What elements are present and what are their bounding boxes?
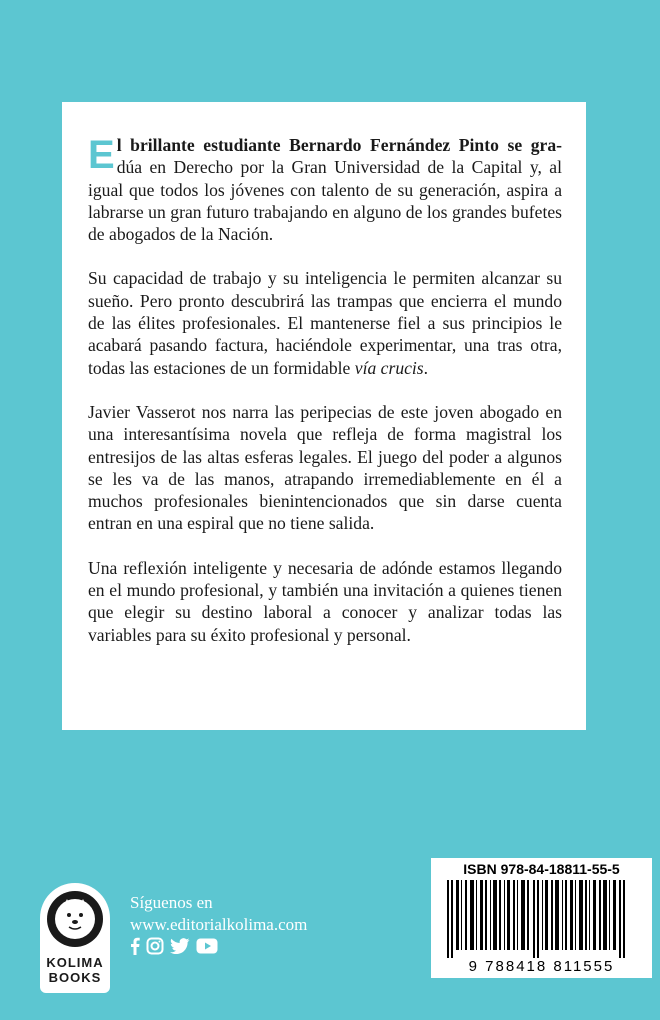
facebook-icon[interactable] xyxy=(130,937,140,960)
twitter-icon[interactable] xyxy=(170,938,190,960)
drop-cap: E xyxy=(88,133,115,177)
blurb-card xyxy=(62,102,586,730)
youtube-icon[interactable] xyxy=(196,938,218,959)
isbn-label: ISBN 978-84-18811-55-5 xyxy=(463,861,620,877)
blurb-paragraph-1 xyxy=(88,134,562,245)
blurb-lead: l brillante estudiante Bernardo Fernández Pinto se gra- xyxy=(116,135,562,155)
blurb-text xyxy=(88,134,562,668)
blurb-p2-italic: vía crucis xyxy=(354,357,424,378)
instagram-icon[interactable] xyxy=(146,937,164,960)
publisher-logo xyxy=(40,883,110,993)
isbn-digits: 9 788418 811555 xyxy=(468,958,615,975)
blurb-paragraph-4: Una reflexión inteligente y necesaria de adónde estamos llegando en el mundo profesional, y también una invitación a quienes tienen que elegir su destino laboral a conocer y analizar todas las variables para su éxito profesional y personal. xyxy=(88,557,562,645)
follow-label: Síguenos en xyxy=(130,893,213,912)
website-link[interactable]: www.editorialkolima.com xyxy=(130,915,308,934)
blurb-paragraph-2 xyxy=(88,267,562,378)
samoyed-dog-icon xyxy=(45,889,105,953)
logo-text-line2: BOOKS xyxy=(48,970,102,985)
blurb-p1-rest: dúa en Derecho por la Gran Universidad de la Capital y, al igual que todos los jóvenes con talento de su generación, aspira a labrarse un gran futuro trabajando en alguno de los grandes bufetes de abogados de la Nación. xyxy=(88,157,562,245)
barcode xyxy=(437,880,646,958)
blurb-p2-main: Su capacidad de trabajo y su inteligencia le permiten alcanzar su sueño. Pero pronto descubrirá las trampas que encierra el mundo de las élites profesionales. El mantenerse fiel a sus principios le acabará pasando factura, haciéndole experimentar, una tras otra, todas las estaciones de un formidable xyxy=(88,268,562,378)
logo-text-line1: KOLIMA xyxy=(46,955,104,970)
social-icons xyxy=(130,937,218,960)
isbn-barcode-box xyxy=(431,858,652,978)
follow-block xyxy=(130,892,307,936)
blurb-paragraph-3: Javier Vasserot nos narra las peripecias de este joven abogado en una interesantísima novela que refleja de forma magistral los entresijos de las altas esferas legales. El juego del poder a algunos se les va de las manos, atrapando irremediablemente en él a muchos profesionales bienintencionados que sin darse cuenta entran en una espiral que no tiene salida. xyxy=(88,401,562,534)
blurb-p2-end: . xyxy=(423,357,429,378)
